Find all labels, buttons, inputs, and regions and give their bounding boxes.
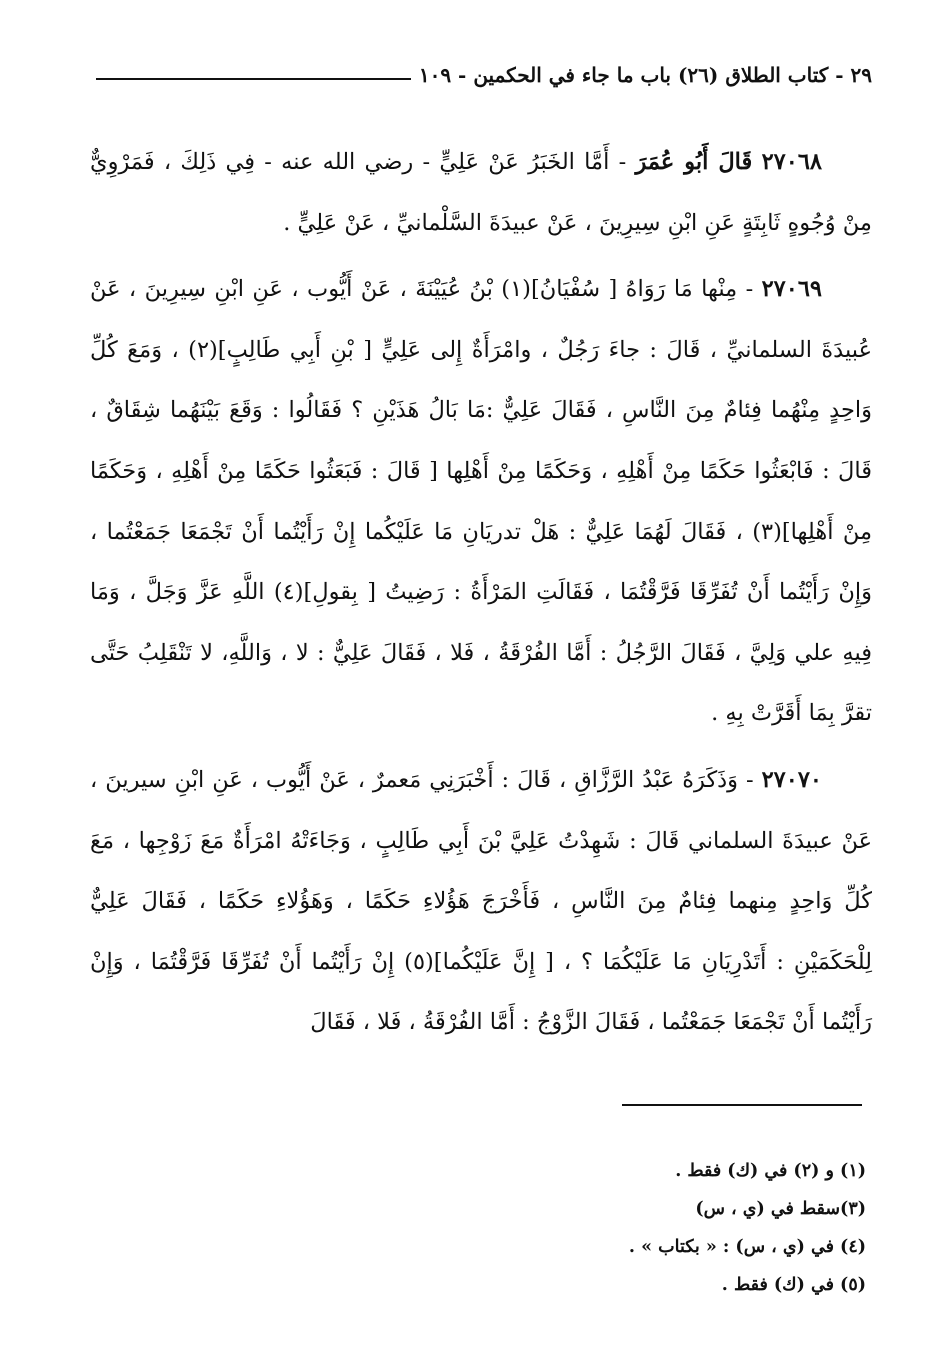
- paragraph-number: ٢٧٠٦٨: [761, 149, 822, 175]
- paragraph-27068: [90, 132, 872, 253]
- paragraph-text: - وَذَكَرَهُ عَبْدُ الرَّزَّاقِ ، قَالَ : أَخْبَرَنِي مَعمرٌ ، عَنْ أَيُّوب ، عَنِ ابْنِ سيرينَ ، عَنْ عبيدَةَ السلماني قَالَ : شَهِدْتُ عَلِيَّ بْنَ أَبِي طَالِبٍ ، وَجَاءَتْهُ امْرَأَةٌ مَعَ زَوْجِها ، مَعَ كُلِّ وَاحِدٍ مِنهما فِئامٌ مِنَ النَّاسِ ، فَأَخْرَجَ هَؤُلاءِ حَكَمًا ، وَهَؤُلاءِ حَكَمًا ، فَقَالَ عَلِيٌّ لِلْحَكَمَيْنِ : أَتَدْرِيَانِ مَا عَلَيْكُمَا ؟ ، [ إِنَّ عَلَيْكُما](٥) إِنْ رَأَيْتُما أَنْ تُفَرِّقَا فَرَّقْتُمَا ، وَإِنْ رَأَيْتُما أَنْ تَجْمَعَا جَمَعْتُما ، فَقَالَ الزَّوْجُ : أَمَّا الفُرْقَةُ ، فَلا ، فَقَالَ: [90, 766, 872, 1036]
- footnote-3: (٣)سقط في (ي ، س): [695, 1199, 866, 1219]
- footnote-4: (٤) في (ي ، س) : « بكتاب » .: [628, 1237, 866, 1257]
- header-rule: [96, 78, 411, 80]
- main-text: [90, 132, 872, 1059]
- footnote-separator: [622, 1104, 862, 1106]
- footnote-1-2: (١) و (٢) في (ك) فقط .: [675, 1161, 866, 1181]
- running-header: [96, 58, 872, 92]
- paragraph-27070: [90, 750, 872, 1053]
- paragraph-number: ٢٧٠٦٩: [761, 276, 822, 303]
- paragraph-lead: قَالَ أَبُو عُمَرَ: [635, 149, 753, 175]
- paragraph-text: - أَمَّا الخَبَرُ عَنْ عَلِيٍّ - رضي الله عنه - فِي ذَلِكَ ، فَمَرْوِيٌّ مِنْ وُجُوهٍ ثَابِتَةٍ عَنِ ابْنِ سِيرِينَ ، عَنْ عبيدَةَ السَّلْمانيِّ ، عَنْ عَلِيٍّ .: [90, 149, 872, 236]
- paragraph-27069: [90, 259, 872, 744]
- paragraph-number: ٢٧٠٧٠: [761, 766, 822, 793]
- running-header-text: ٢٩ - كتاب الطلاق (٢٦) باب ما جاء في الحكمين - ١٠٩: [418, 63, 872, 87]
- paragraph-text: - مِنْها مَا رَوَاهُ [ سُفْيَانُ](١) بْنُ عُيَيْنَةَ ، عَنْ أَيُّوب ، عَنِ ابْنِ سِيرِينَ ، عَنْ عُبيدَةَ السلمانيِّ ، قَالَ : جاءَ رَجُلٌ ، وامْرَأَةٌ إِلى عَلِيٍّ [ بْنِ أَبِي طَالِبٍ](٢) ، وَمَعَ كُلِّ وَاحِدٍ مِنْهُما فِئامٌ مِنَ النَّاسِ ، فَقَالَ عَلِيٌّ :مَا بَالُ هَذَيْنِ ؟ فَقَالُوا : وَقَعَ بَيْنَهُما شِقَاقٌ ، قَالَ : فَابْعَثُوا حَكَمًا مِنْ أَهْلِهِ ، وَحَكَمًا مِنْ أَهْلِها [ قَالَ : فَبَعَثُوا حَكَمًا مِنْ أَهْلِهِ ، وَحَكَمًا مِنْ أَهْلِها](٣) ، فَقَالَ لَهُمَا عَلِيٌّ : هَلْ تدريَانِ مَا عَلَيْكُما إِنْ رَأَيْتُما أَنْ تَجْمَعَا جَمَعْتُما ، وَإِنْ رَأَيْتُما أَنْ تُفَرِّقَا فَرَّقْتُمَا ، فَقَالَتِ المَرْأَةُ : رَضِيتُ [ بِقولِ](٤) اللَّهِ عَزَّ وَجَلَّ ، وَمَا فِيهِ علي وَلِيَّ ، فَقَالَ الرَّجُلُ : أَمَّا الفُرْقَةُ ، فَلا ، فَقَالَ عَلِيٌّ : لا ، وَاللَّهِ، لا تَنْقَلِبُ حَتَّى تقرَّ بِمَا أَقَرَّتْ بِهِ .: [90, 276, 873, 727]
- footnote-5: (٥) في (ك) فقط .: [721, 1275, 866, 1295]
- footnotes: [106, 1152, 866, 1304]
